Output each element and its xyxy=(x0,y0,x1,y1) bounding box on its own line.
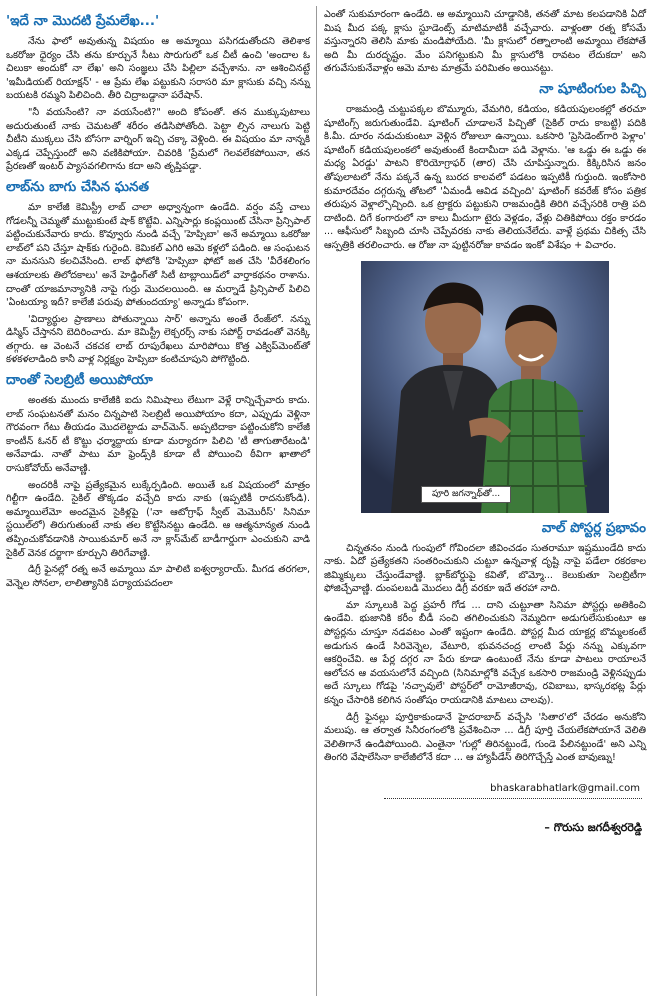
paragraph: 'విద్యార్థుల ప్రాణాలు పోతున్నాయి సార్' అన్నాను అంతే రేంజ్‌లో. నన్ను డిస్మిస్ చేస్తానని బెదిరించారు. మా కెమిస్ట్రీ లెక్చరర్స్ నాకు సపోర్ట్ రావడంతో వెనక్కి తగ్గారు. ఆ వెంటనే చకచక లాబ్ రూపురేఖలు మారిపోయి కొత్త ఎక్విప్‌మెంట్‌తో కళకళలాడింది కానీ వాళ్ల నిర్లక్ష్యం హెప్సిబా కంటిచూపుని పోగొట్టింది. xyxy=(6,313,310,366)
right-column xyxy=(324,8,646,837)
paragraph: అంతకు ముందు కాలేజీకి ఐదు నిమిషాలు లేటుగా వెళ్లే రాన్నిచ్చేవారు కాదు. లాబ్ సంఘటనతో మనం చిన్నపాటి సెలబ్రిటీ అయిపోయాం కదా, ఎప్పుడు వెళ్లినా గౌరవంగా గేటు తీయడం మొదలెట్టాడు వాచ్‌మెన్. అప్పటిదాకా పట్టించుకోని కాలేజీ కాంటీన్ ఓనర్ టీ కొట్టు ఛర్మాద్దాయ కూడా మర్యాదగా పిలిచి 'టీ తాగుతారేటండి' అనేవాడు. నాతో పాటు మా ఫ్రెండ్స్‌కి కూడా టీ పోయించి ఠీవిగా ఖాతాలో రాసుకోవోయ్ అనేవాణ్ణి. xyxy=(6,395,310,475)
paragraph: నేను ఫాలో అవుతున్న విషయం ఆ అమ్మాయి పసిగడుతోందని తెలిశాక ఒకరోజు ధైర్యం చేసి తను కూర్చునే సీటు సొరుగులో ఒక చీటీ ఉంచి 'అందాల ఓ చిలుకా అందుకో నా లేఖ' అని సంజ్ఞలు చేసి పిల్లిలా వచ్చేశాను. నా ఆశించినట్టే 'ఇమీడియట్ రియాక్షన్' - ఆ ప్రేమ లేఖ పట్టుకుని సరాసరి మా క్లాసుకు వచ్చి నన్ను బయటకి రమ్మని పిలిచింది. తీరి చిద్రాబడ్దానా పరేషాన్. xyxy=(6,36,310,102)
paragraph: రాజమండ్రి చుట్టుపక్కల బొమ్మూరు, వేమగిరి, కడియం, కడియపులంకల్లో తరచూ షూటింగ్స్ జరుగుతుండేవి. షూటింగ్ చూడాలనే పిచ్చితో (సైకిల్ రాదు కాబట్టి) పదికి కి.మీ. దూరం నడుచుకుంటూ వెళ్లిన రోజులూ ఉన్నాయి. ఒకసారి 'ప్రెసిడెంట్‌గారి పెళ్లాం' షూటింగ్ కడియపులంకలో అవుతుంటే కిందామీదా పడి వెళ్లాను. 'ఆ ఒడ్డు ఈ ఒడ్డు ఈ మధ్య ఏరడ్డు' పాటని కొరియోగ్రాఫర్ (తార) చేసి చూపిస్తున్నారు. కిక్కిరిసిన జనం తోపులాటలో నేను పక్కనే ఉన్న బురద కాలవలో పడటం ఇప్పటికీ గుర్తుంది. ఇంకోసారి కుమారదేవం దగ్గరున్న తోటలో 'ఏమండీ ఆవిడ వచ్చింది' షూటింగ్ కవరేజ్ కోసం పత్రిక తరుపున వెళ్లాల్సొచ్చింది. ఒక ట్రాక్టరు పట్టుకుని రాజమండ్రికి తిరిగి వచ్చేసరికి రాత్రి పది దాటింది. దిగే కంగారులో నా కాలు మీదుగా టైరు వెళ్లడం, వేళ్లు చితికిపోయి రక్తం కారడం ... ఆఫీసులో సిబ్బంది చూసి చెప్పేవరకు నాకు తెలియనేలేదు. వాళ్లే ప్రథమ చికిత్స చేసి ఆస్పత్రికి తరలించారు. ఆ రోజు నా పుట్టినరోజు కావడం ఇంకో విశేషం + విచారం. xyxy=(324,103,646,251)
photo-illustration xyxy=(361,261,609,513)
section-heading-wall-posters: వాల్ పోస్టర్ల ప్రభావం xyxy=(541,519,646,536)
paragraph: మా స్కూలుకి పెద్ద ప్రహరీ గోడ ... దాని చుట్టూతా సినిమా పోస్టర్లు అతికించి ఉండేవి. భుజానికి కరీం బీడీ సంచి తగిలించుకుని నెమ్మదిగా అడుగులేసుకుంటూ ఆ పోస్టర్లను చూస్తూ నడవటం ఎంతో ఇష్టంగా ఉండేది. పోస్టర్ల మీద యాక్టర్ల బొమ్మలకంటే అడుగున ఉండే సిరివెన్నెల, వేటూరి, భువనచంద్ర లాంటి పేర్లు నన్ను ఎక్కువగా ఆకర్షించేవి. ఆ పేర్ల దగ్గర నా పేరు కూడా ఉంటుంటే నేను కూడా పాటలు రాయాలనే ఆలోచన ఆ వయసులోనే వచ్చింది (సినిమాల్లోకి వచ్చేక ఒకసారి రాజమండ్రి వెళ్లినప్పుడు అదే స్కూలు గోడపై 'నచ్చావులే' పోస్టర్‌లో రామోజీరావు, రవిబాబు, భాస్కరభట్ల పేర్లు కన్నం చేసారికి కలిగిన సంతోషం రాయడానికి మాటలు చాలవు). xyxy=(324,599,646,707)
paragraph: అందరికీ నాపై ప్రత్యేకమైన లుక్కేర్పడింది. అయితే ఒక విషయంలో మాత్రం గిల్టీగా ఉండేది. సైకిల్ తొక్కడం వచ్చేది కాదు నాకు (ఇప్పటికీ రాదనుకోండి). అమ్మాయిలేమో అందమైన సైకిళ్లపై ('నా ఆటోగ్రాఫ్ స్వీట్ మెమొరీస్' సినిమా స్టయిల్‌లో) తిరుగుతుంటే నాకు తల కొట్టేసినట్టు ఉండేది. ఆ ఆత్మనూన్యత నుండి తప్పించుకోవడానికి సాయికుమార్ అనే నా క్లాస్‌మేట్ బాడీగార్డుగా ఎంచుకుని వాడి సైకిల్ వెనక దర్జాగా కూర్చుని తిరిగేవాణ్ణి. xyxy=(6,479,310,559)
paragraph: చిన్నతనం నుండి గుంపులో గోవిందలా జీవించడం సుతరామూ ఇష్టముండేది కాదు నాకు. ఏదో ప్రత్యేకతని సంతరించుకుని చుట్టూ ఉన్నవాళ్ల దృష్టి నాపై పడేలా రకరకాల జిమ్మిక్కులు చేస్తుండేవాణ్ణి. బ్లాక్‌బోర్డుపై కవితో, బొమ్మో... కెలుకుతూ సెలబ్రిటీగా ఫోజిచ్చేవాణ్ణి. దుంపలబడి మొదలు డిగ్రీ వరకూ ఇదే తరహా నాది. xyxy=(324,542,646,595)
author-email: bhaskarabhatlark@gmail.com xyxy=(490,783,640,794)
section-heading-celebrity: దాంతో సెలబ్రిటీ అయిపోయా xyxy=(6,372,153,389)
left-column xyxy=(6,8,310,593)
paragraph: ఎంతో సుకుమారంగా ఉండేది. ఆ అమ్మాయిని చూడ్డానికి, తనతో మాట కలపడానికి ఏదో మిష మీద పక్క క్లాసు స్టూడెంట్స్ మాటిమాటికీ వచ్చేవారు. వాళ్లంతా రత్న కోసమే వస్తున్నారని తెలిసి మాకు మండిపోయేది. 'మీ క్లాసులో రత్నాలాంటి అమ్మాయి లేకపోతే అది మీ దురదృష్టం. మేం పనిగట్టుకుని మీ క్లాసులోకి రావటం లేదుకదా' అని తగువేసుకునేవాళ్లం ఆమె మాట మాత్రమే పరిమితం అయినట్టు. xyxy=(324,9,646,75)
section-heading-shootings: నా షూటింగుల పిచ్చి xyxy=(539,80,646,97)
dotted-separator xyxy=(384,798,642,799)
paragraph: డిగ్రీ ఫైనల్లు పూర్తికాకుండానే హైదరాబాద్ వచ్చేసి 'సితార'లో చేరడం అనుకోని మలుపు. ఆ తర్వాత సినీరంగంలోకి ప్రవేశించినా ... డిగ్రీ పూర్తి చేయలేకపోయానే వెలితి వెలితిగానే ఉండిపోయింది. ఎంతైనా 'గుల్లో తిరినట్టుండే, గుండె పేలినట్టుండే' అని ఎన్ని తింగరి వేషాలేసినా కాలేజీలోనే కదా ... ఆ హ్యాపీడేస్ తిరిగొచ్చేస్తే ఎంత బావుణ్ను! xyxy=(324,711,646,764)
paragraph: డిగ్రీ ఫైనల్లో రత్న అనే అమ్మాయి మా పాలిటి ఐశ్వర్యారాయ్. మీగడ తరగలా, వెన్నెల సోనలా, లాలిత్యానికి పర్యాయపదంలా xyxy=(6,564,310,589)
article-photo xyxy=(361,261,609,513)
photo-caption: పూరి జగన్నాథ్‌తో... xyxy=(421,486,511,503)
section-heading-lab: లాబ్‌ను బాగు చేసిన ఘనత xyxy=(6,178,149,195)
author-byline: – గొరుసు జగదీశ్వరరెడ్డి xyxy=(544,821,642,834)
section-heading-first-love-letter: 'ఇదే నా మొదటి ప్రేమలేఖ...' xyxy=(6,13,160,29)
column-divider xyxy=(316,6,317,996)
paragraph: మా కాలేజీ కెమిస్ట్రీ లాబ్ చాలా అధ్వాన్నంగా ఉండేది. వర్షం వస్తే చాలు గోడలన్నీ చెమ్మతో ముట్టుకుంటే షాక్ కొట్టేవి. ఎన్నిసార్లు కంప్లయింట్ చేసినా ప్రిన్సిపాల్ పట్టించుకునేవారు కాదు. కొవ్వూరు నుండి వచ్చే 'హెప్సిబా' అనే అమ్మాయి ఒకరోజు లాబ్‌లో పని చేస్తూ షాక్‌కు గురైంది. కెమికల్ ఎగిరి ఆమె కళ్లలో పడింది. ఆ సంఘటన నా మనసుని కలచివేసింది. లాబ్ ఫోటోకి 'హెప్సిబా ఫోటో జత చేసి 'వీరేశలింగం ఆశయాలకు తిలోదకాలు' అనే హెడ్డింగ్‌తో సిటీ టాబ్లాయిడ్‌లో వార్తాకథనం రాశాను. దాంతో యాజమాన్యానికి నాపై గుర్రు మొదలయింది. ఆ మర్నాడే ప్రిన్సిపాల్ పిలిచి 'ఏంటయ్యా ఇదీ? కాలేజీ పరువు పోతుందయ్యా' అన్నాడు కోపంగా. xyxy=(6,201,310,309)
paragraph: "నీ వయసేంటి? నా వయసేంటి?" అంది కోపంతో. తన ముక్కుపుటాలు అదురుతుంటే నాకు చెమటతో శరీరం తడిసిపోతోంది. పెట్టా ల్సిన నాలుగు పెట్టి చీటీని ముక్కలు చేసి బోసగా వార్నింగ్ ఇచ్చి చక్కా వెళ్లింది. ఈ విషయం మా నాన్నకి ఎక్కడ చెప్పేస్తుందో అని వణికిపోయా. చివరికి 'ప్రేమలో గెలవలేకపోయినా, తన ప్రేరణతో ఇంటర్ ప్యాసవగలిగాను కదా అని తృప్తిపడ్డా. xyxy=(6,106,310,173)
